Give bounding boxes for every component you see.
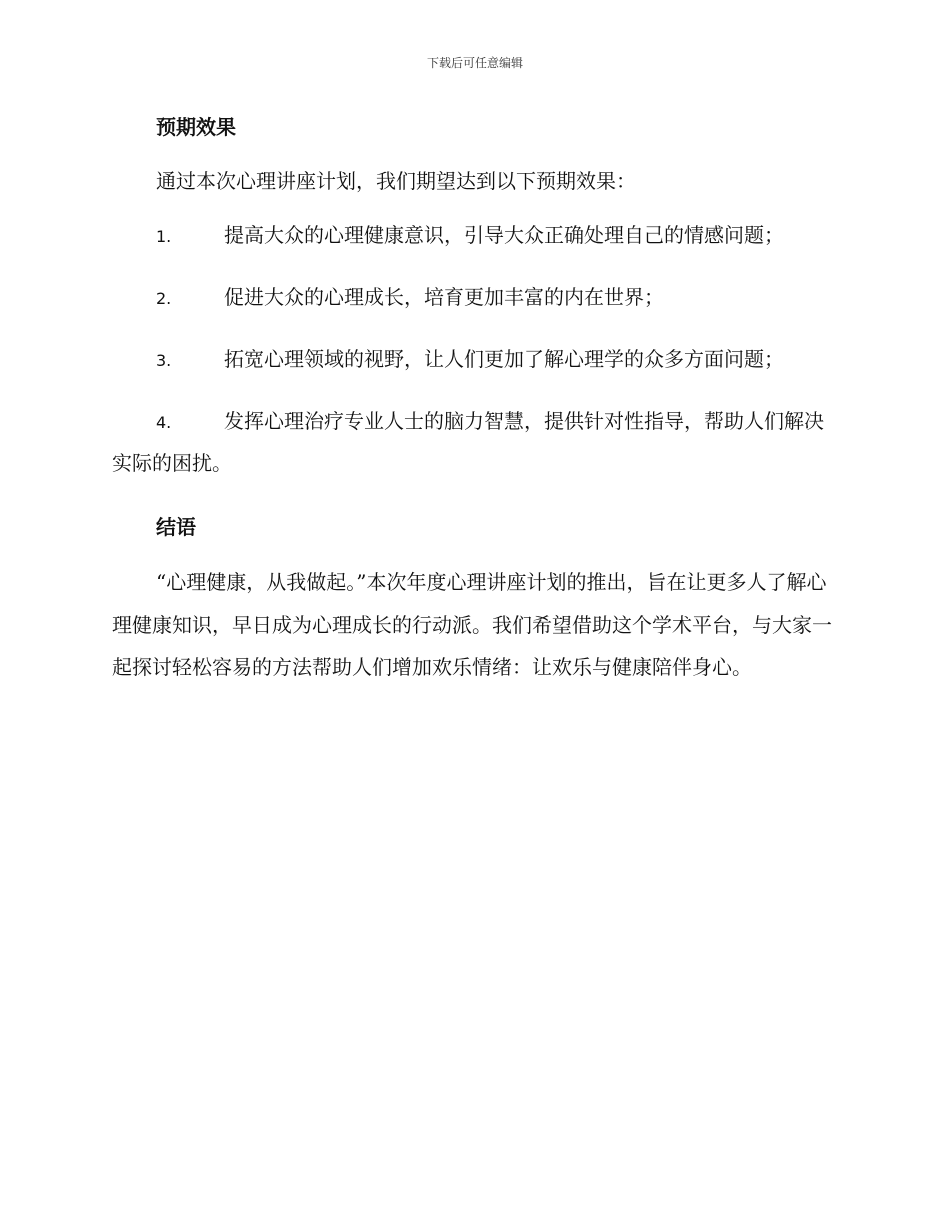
list-item-number: 2. xyxy=(156,289,172,308)
intro-paragraph: 通过本次心理讲座计划，我们期望达到以下预期效果： xyxy=(156,169,636,193)
expected-effects-list xyxy=(112,215,836,484)
list-item xyxy=(112,277,836,319)
list-item-number: 4. xyxy=(156,413,172,432)
list-item xyxy=(112,339,836,381)
list-item-text: 拓宽心理领域的视野，让人们更加了解心理学的众多方面问题； xyxy=(224,347,784,371)
section-heading-conclusion: 结语 xyxy=(156,515,196,539)
conclusion-paragraph: “心理健康，从我做起。”本次年度心理讲座计划的推出，旨在让更多人了解心理健康知识，早日成为心理成长的行动派。我们希望借助这个学术平台，与大家一起探讨轻松容易的方法帮助人们增加欢乐情绪：让欢乐与健康陪伴身心。 xyxy=(112,570,832,679)
list-item-number: 1. xyxy=(156,227,172,246)
list-item-text: 促进大众的心理成长，培育更加丰富的内在世界； xyxy=(224,285,664,309)
list-item xyxy=(112,215,836,257)
list-item-text: 提高大众的心理健康意识，引导大众正确处理自己的情感问题； xyxy=(224,223,784,247)
list-item xyxy=(112,401,836,484)
section-heading-expected-effects: 预期效果 xyxy=(156,115,236,139)
list-item-text: 发挥心理治疗专业人士的脑力智慧，提供针对性指导，帮助人们解决实际的困扰。 xyxy=(112,409,824,475)
list-item-number: 3. xyxy=(156,351,172,370)
header-note: 下载后可任意编辑 xyxy=(426,56,523,70)
document-body xyxy=(112,110,836,689)
